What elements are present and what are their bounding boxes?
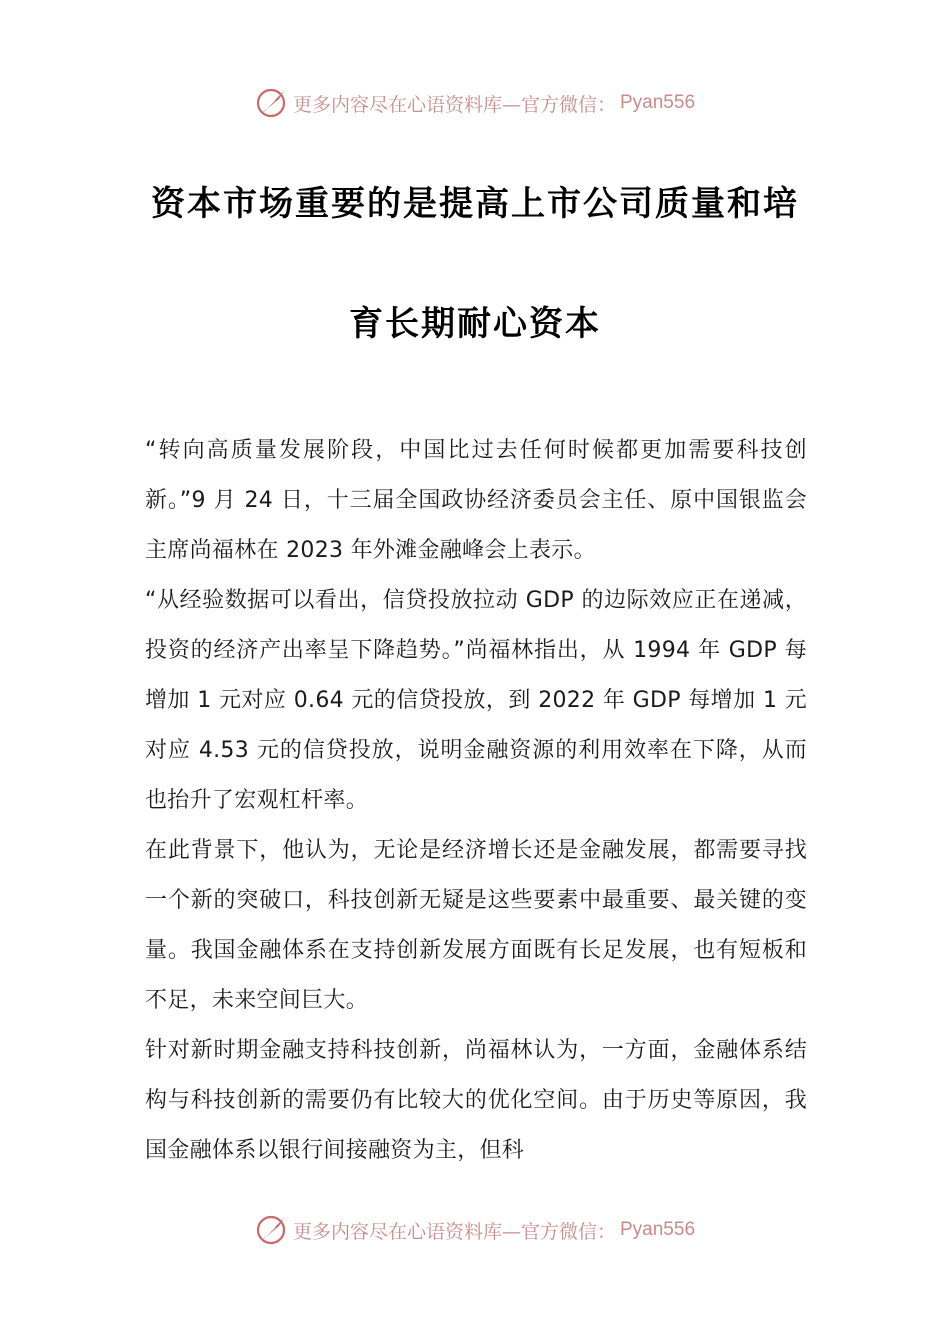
quill-logo-icon [255, 1213, 289, 1247]
paragraph: 针对新时期金融支持科技创新，尚福林认为，一方面，金融体系结构与科技创新的需要仍有比较大的优化空间。由于历史等原因，我国金融体系以银行间接融资为主，但科 [145, 1038, 807, 1163]
document-title-line-1: 资本市场重要的是提高上市公司质量和培 [151, 184, 799, 224]
paragraph: “从经验数据可以看出，信贷投放拉动 GDP 的边际效应正在递减，投资的经济产出率呈下降趋势。”尚福林指出，从 1994 年 GDP 每增加 1 元对应 0.64 元的信贷投放，到 2022 年 GDP 每增加 1 元对应 4.53 元的信贷投放，说明金融资源的利用效率在下降，从而也抬升了宏观杠杆率。 [145, 588, 807, 813]
watermark-text: 更多内容尽在心语资料库—官方微信： [292, 93, 616, 116]
quill-logo-icon [255, 86, 289, 120]
document-title-line-2: 育长期耐心资本 [349, 304, 601, 344]
watermark-wechat-id: Pyan556 [620, 92, 696, 113]
header-watermark [0, 86, 950, 120]
watermark-wechat-id: Pyan556 [620, 1219, 696, 1240]
paragraph: 在此背景下，他认为，无论是经济增长还是金融发展，都需要寻找一个新的突破口，科技创新无疑是这些要素中最重要、最关键的变量。我国金融体系在支持创新发展方面既有长足发展，也有短板和不足，未来空间巨大。 [145, 838, 807, 1013]
footer-watermark [0, 1213, 950, 1247]
document-body [145, 426, 807, 1176]
paragraph: “转向高质量发展阶段，中国比过去任何时候都更加需要科技创新。”9 月 24 日，十三届全国政协经济委员会主任、原中国银监会主席尚福林在 2023 年外滩金融峰会上表示。 [145, 438, 807, 563]
watermark-text: 更多内容尽在心语资料库—官方微信： [292, 1220, 616, 1243]
